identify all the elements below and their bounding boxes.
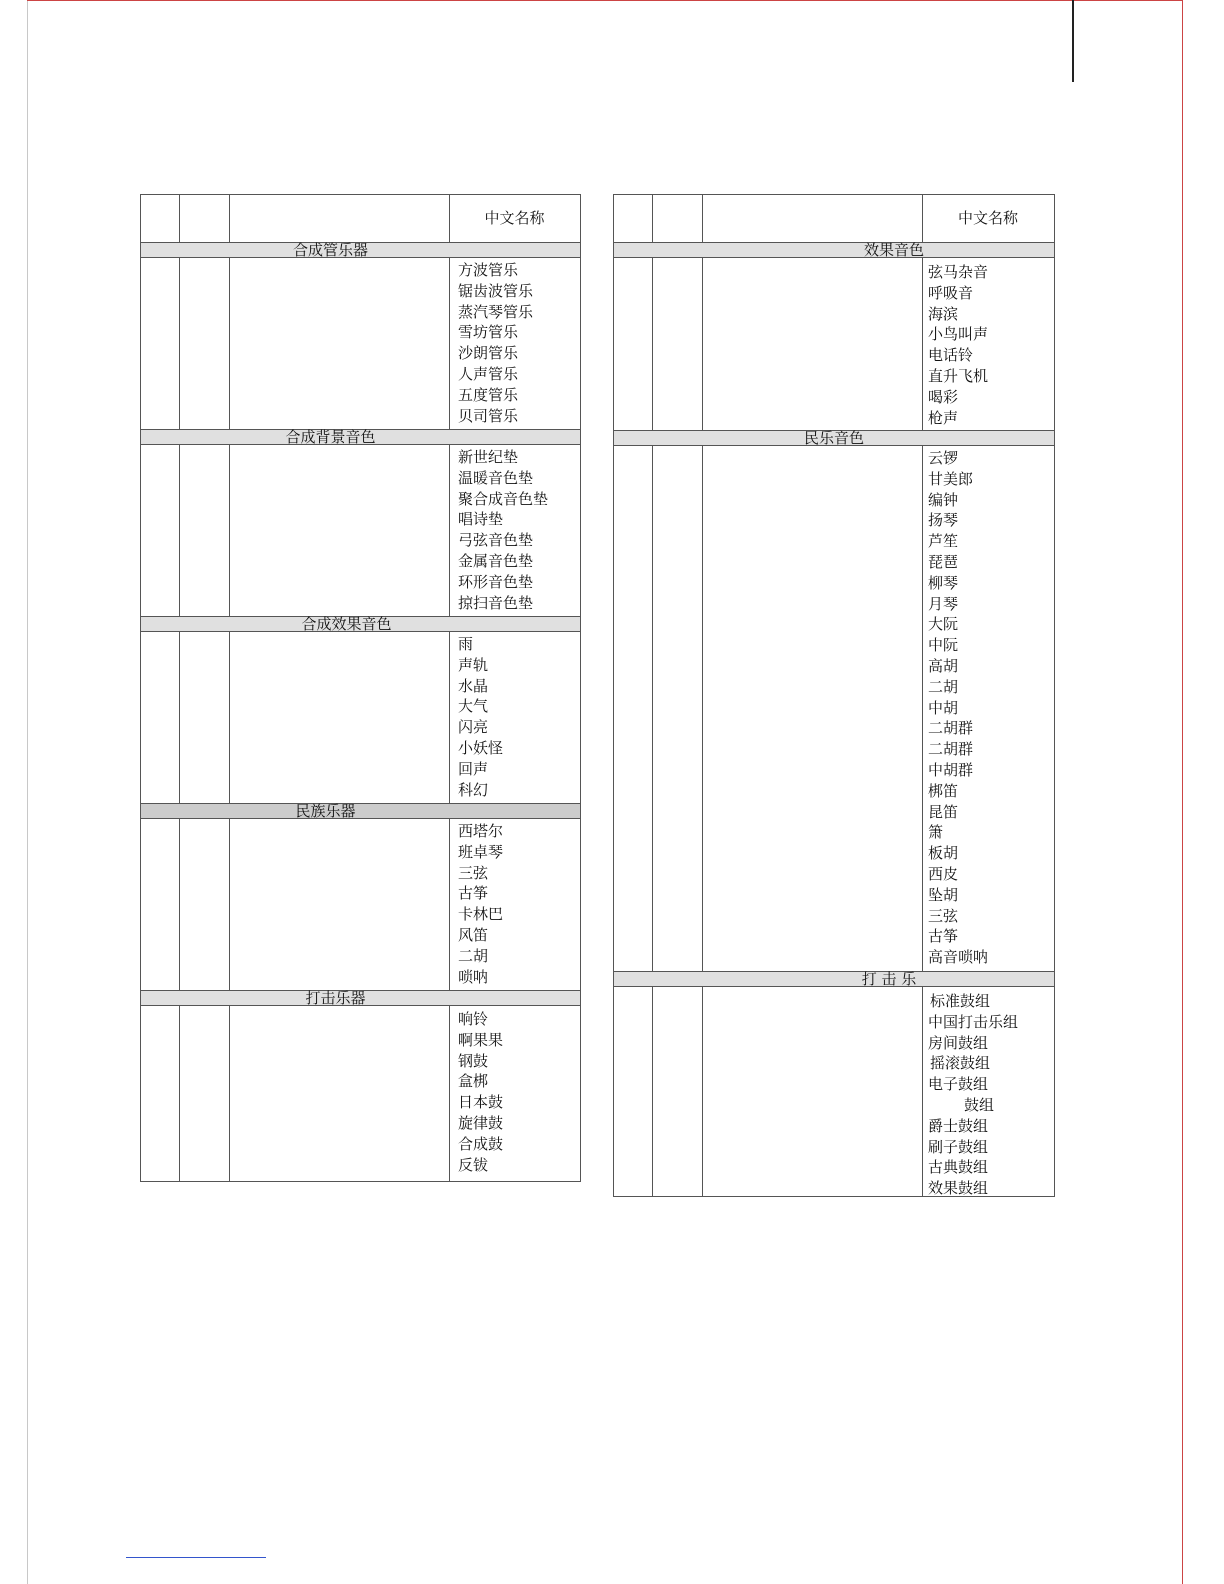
- list-item: 贝司管乐: [458, 406, 519, 425]
- list-item: 电子鼓组: [928, 1075, 989, 1094]
- list-item: 西塔尔: [458, 822, 504, 840]
- list-item: 唢呐: [458, 967, 489, 986]
- list-item: 大阮: [928, 615, 959, 634]
- list-item: 新世纪垫: [458, 448, 519, 466]
- list-item: 中胡群: [928, 760, 974, 779]
- list-item: 海滨: [928, 304, 959, 323]
- header-chinese-name: 中文名称: [957, 209, 1018, 227]
- list-item: 科幻: [458, 780, 489, 799]
- right-timbre-table: [613, 194, 1055, 1197]
- list-item: 二胡群: [928, 740, 974, 759]
- list-item: 温暖音色垫: [458, 468, 534, 487]
- list-item: 刷子鼓组: [928, 1137, 989, 1156]
- page-left-border: [27, 0, 28, 1584]
- list-item: 呼吸音: [928, 283, 974, 302]
- section-title: 打 击 乐: [614, 971, 1054, 987]
- list-item: 板胡: [928, 844, 959, 863]
- list-item: 锯齿波管乐: [458, 281, 534, 300]
- page-right-border: [1182, 0, 1183, 1584]
- item-list: [928, 991, 1018, 1199]
- column-divider: [652, 195, 653, 1196]
- list-item: 声轨: [458, 655, 489, 674]
- list-item: 二胡: [928, 677, 959, 696]
- list-item: 水晶: [458, 676, 489, 695]
- list-item: 直升飞机: [928, 366, 989, 385]
- list-item: 小鸟叫声: [928, 325, 989, 344]
- column-divider: [702, 195, 703, 1196]
- list-item: 昆笛: [928, 802, 959, 821]
- column-divider: [922, 195, 923, 1196]
- list-item: 甘美郎: [928, 469, 974, 488]
- list-item: 箫: [928, 823, 944, 842]
- list-item: 风笛: [458, 925, 489, 944]
- list-item: 雨: [458, 635, 474, 653]
- list-item: 柳琴: [928, 573, 959, 592]
- item-list: [458, 1009, 503, 1175]
- list-item: 三弦: [458, 863, 489, 882]
- list-item: 沙朗管乐: [458, 344, 519, 363]
- section-title: 合成效果音色: [141, 616, 580, 632]
- list-item: 喝彩: [928, 387, 959, 406]
- list-item: 啊果果: [458, 1030, 504, 1049]
- list-item: 古筝: [928, 927, 959, 946]
- list-item: 掠扫音色垫: [458, 593, 534, 612]
- list-item: 电话铃: [928, 346, 974, 365]
- section-title: 民族乐器: [141, 803, 580, 819]
- list-item: 聚合成音色垫: [458, 489, 549, 508]
- list-item: 五度管乐: [458, 385, 519, 404]
- list-item: 金属音色垫: [458, 551, 534, 570]
- column-divider: [229, 195, 230, 1181]
- list-item: 人声管乐: [458, 364, 519, 383]
- list-item: 枪声: [928, 408, 959, 427]
- list-item: 反钹: [458, 1155, 489, 1174]
- list-item: 中国打击乐组: [928, 1012, 1019, 1031]
- table-header-row: [614, 195, 1054, 242]
- corner-crop-mark: [1072, 0, 1074, 82]
- item-list: [458, 260, 533, 426]
- list-item: 高胡: [928, 656, 959, 675]
- list-item: 扬琴: [928, 511, 959, 530]
- list-item: 梆笛: [928, 781, 959, 800]
- list-item: 古筝: [458, 884, 489, 903]
- list-item: 二胡: [458, 946, 489, 965]
- item-list: [458, 821, 503, 987]
- list-item: 古典鼓组: [928, 1158, 989, 1177]
- list-item: 闪亮: [458, 718, 489, 737]
- list-item: 弦马杂音: [928, 263, 989, 281]
- item-list: [928, 262, 988, 428]
- list-item: 效果鼓组: [928, 1179, 989, 1198]
- footnote-separator: [126, 1557, 266, 1558]
- column-divider: [179, 195, 180, 1181]
- table-header-row: [141, 195, 580, 242]
- item-list: [458, 634, 503, 800]
- section-title: 合成管乐器: [141, 242, 580, 258]
- left-timbre-table: [140, 194, 581, 1182]
- list-item: 爵士鼓组: [928, 1116, 989, 1135]
- list-item: 蒸汽琴管乐: [458, 302, 534, 321]
- list-item: 二胡群: [928, 719, 974, 738]
- list-item: 摇滚鼓组: [930, 1054, 991, 1073]
- item-list: [928, 448, 988, 968]
- list-item: 合成鼓: [458, 1134, 504, 1153]
- list-item: 三弦: [928, 906, 959, 925]
- list-item: 卡林巴: [458, 905, 504, 924]
- list-item: 响铃: [458, 1010, 489, 1028]
- list-item: 琵琶: [928, 552, 959, 571]
- list-item: 雪坊管乐: [458, 323, 519, 342]
- section-title: 效果音色: [614, 242, 1054, 258]
- section-title: 合成背景音色: [141, 429, 580, 445]
- list-item: 鼓组: [964, 1095, 995, 1114]
- list-item: 标准鼓组: [930, 992, 991, 1010]
- item-list: [458, 447, 548, 613]
- list-item: 日本鼓: [458, 1093, 504, 1112]
- list-item: 云锣: [928, 449, 959, 467]
- column-divider: [449, 195, 450, 1181]
- list-item: 高音唢呐: [928, 948, 989, 967]
- list-item: 方波管乐: [458, 261, 519, 279]
- list-item: 坠胡: [928, 885, 959, 904]
- list-item: 房间鼓组: [928, 1033, 989, 1052]
- list-item: 月琴: [928, 594, 959, 613]
- list-item: 西皮: [928, 864, 959, 883]
- list-item: 芦笙: [928, 532, 959, 551]
- list-item: 大气: [458, 697, 489, 716]
- list-item: 环形音色垫: [458, 572, 534, 591]
- list-item: 旋律鼓: [458, 1113, 504, 1132]
- list-item: 唱诗垫: [458, 510, 504, 529]
- list-item: 中胡: [928, 698, 959, 717]
- list-item: 班卓琴: [458, 842, 504, 861]
- list-item: 小妖怪: [458, 738, 504, 757]
- list-item: 弓弦音色垫: [458, 531, 534, 550]
- list-item: 编钟: [928, 490, 959, 509]
- section-title: 民乐音色: [614, 430, 1054, 446]
- list-item: 钢鼓: [458, 1051, 489, 1070]
- list-item: 回声: [458, 759, 489, 778]
- list-item: 盒梆: [458, 1072, 489, 1091]
- list-item: 中阮: [928, 636, 959, 655]
- page-top-border: [27, 0, 1183, 1]
- section-title: 打击乐器: [141, 990, 580, 1006]
- header-chinese-name: 中文名称: [484, 209, 545, 227]
